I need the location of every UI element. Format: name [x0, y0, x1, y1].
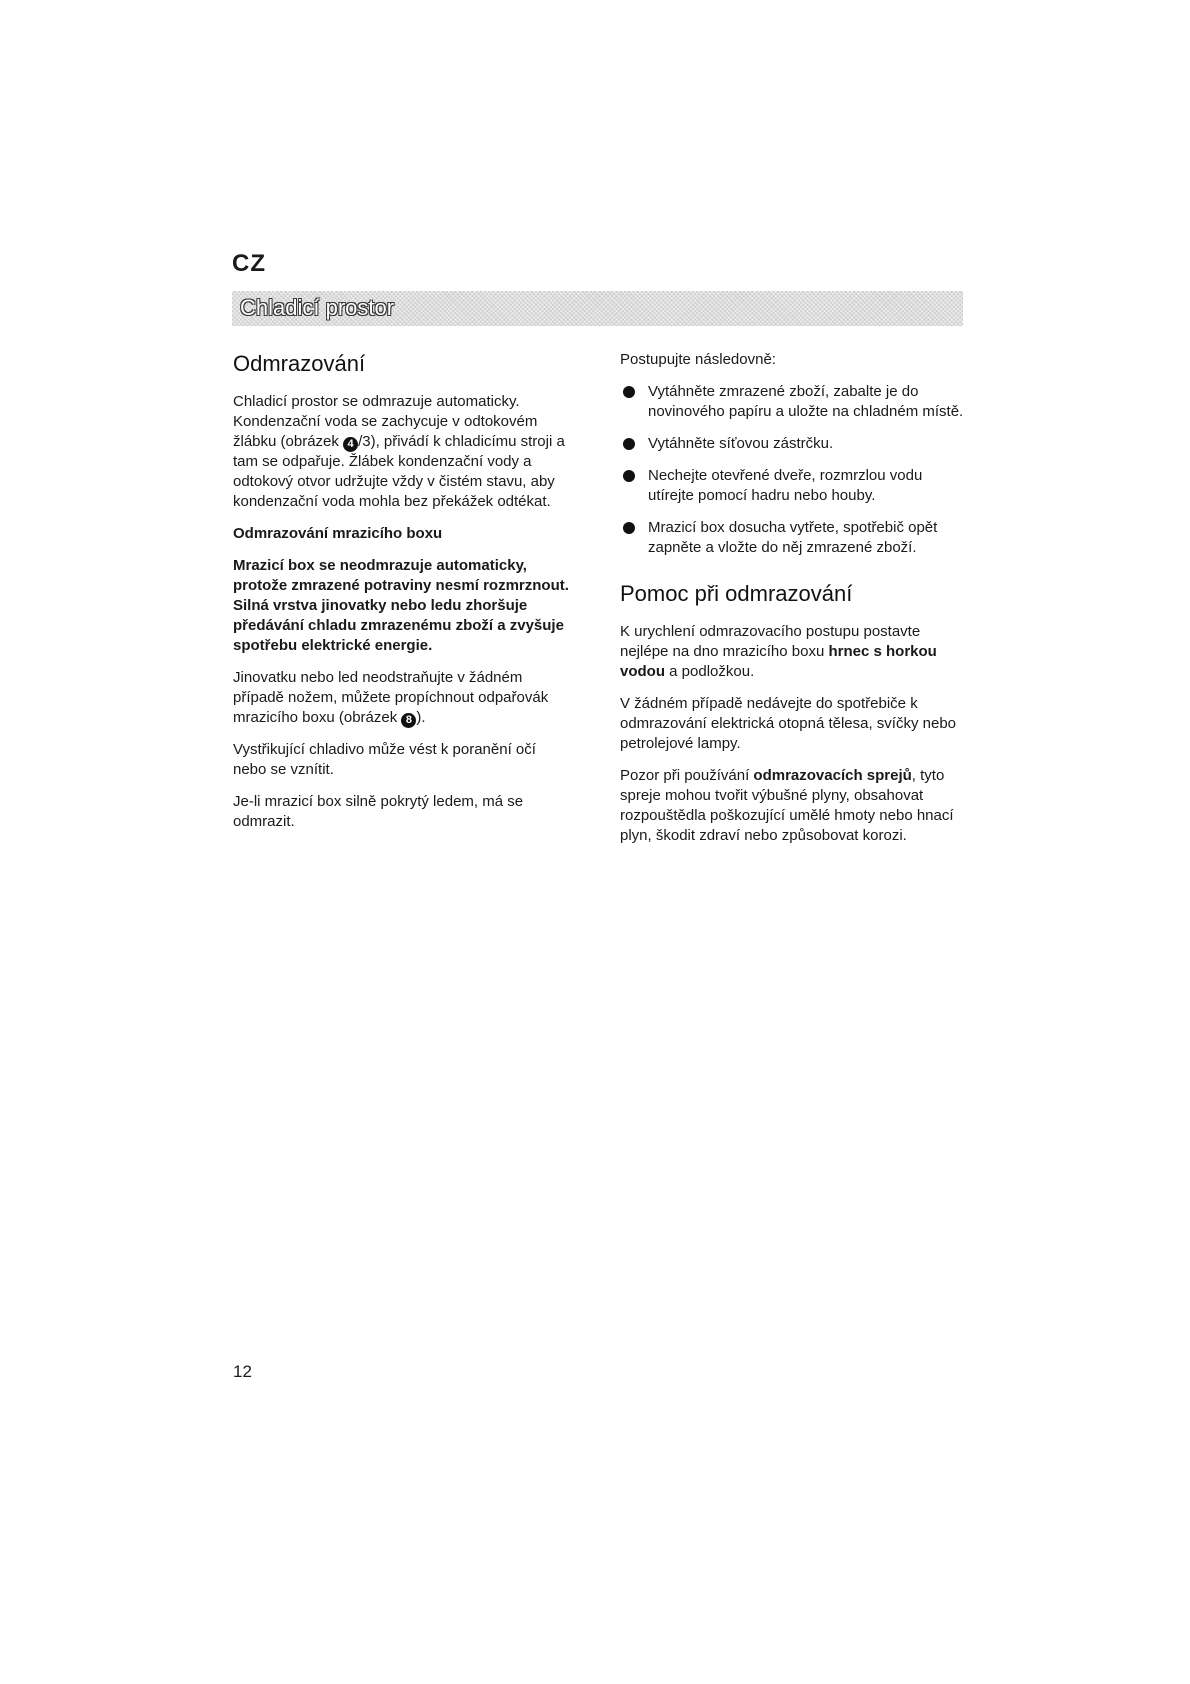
section-title: Chladicí prostor: [240, 295, 395, 320]
list-item: Nechejte otevřené dveře, rozmrzlou vodu utírejte pomocí hadru nebo houby.: [620, 466, 965, 506]
bullet-icon: [623, 470, 635, 482]
language-code: CZ: [232, 250, 266, 277]
figure-8-icon: 8: [401, 713, 416, 728]
defrost-help-heading: Pomoc při odmrazování: [620, 581, 853, 606]
thick-ice-paragraph: Je-li mrazicí box silně pokrytý ledem, má se odmrazit.: [233, 793, 524, 830]
procedure-intro: Postupujte následovně:: [620, 351, 776, 368]
list-item: Mrazicí box dosucha vytřete, spotřebič opět zapněte a vložte do něj zmrazené zboží.: [620, 518, 965, 558]
list-item: Vytáhněte zmrazené zboží, zabalte je do novinového papíru a uložte na chladném místě.: [620, 382, 965, 422]
left-column: [233, 350, 573, 844]
spray-caution-paragraph: Pozor při používání odmrazovacích sprejů, tyto spreje mohou tvořit výbušné plyny, obsahovat rozpouštědla poškozující umělé hmoty nebo hnací plyn, škodit zdraví nebo způsobovat korozi.: [620, 767, 954, 844]
never-paragraph: V žádném případě nedávejte do spotřebiče k odmrazování elektrická otopná tělesa, svíčky nebo petrolejové lampy.: [620, 695, 957, 752]
freezer-defrosting-subheading: Odmrazování mrazicího boxu: [233, 525, 443, 542]
right-column: [620, 350, 965, 858]
list-item: Vytáhněte síťovou zástrčku.: [620, 434, 965, 454]
page-number: 12: [233, 1362, 252, 1381]
bullet-icon: [623, 438, 635, 450]
defrosting-heading: Odmrazování: [233, 351, 366, 376]
section-banner: [232, 291, 963, 326]
freezer-warning: Mrazicí box se neodmrazuje automaticky, protože zmrazené potraviny nesmí rozmrznout. Silná vrstva jinovatky nebo ledu zhoršuje předávání chladu zmrazenému zboží a zvyšuje spotřebu elektrické energie.: [233, 557, 569, 654]
help-paragraph: K urychlení odmrazovacího postupu postavte nejlépe na dno mrazicího boxu hrnec s horkou vodou a podložkou.: [620, 623, 937, 680]
bullet-icon: [623, 386, 635, 398]
ice-removal-paragraph: Jinovatku nebo led neodstraňujte v žádném případě nožem, můžete propíchnout odpařovák mrazicího boxu (obrázek 8 ).: [233, 669, 549, 726]
procedure-steps: [620, 382, 965, 558]
bullet-icon: [623, 522, 635, 534]
refrigerant-paragraph: Vystřikující chladivo může vést k poranění očí nebo se vznítit.: [233, 741, 536, 778]
intro-paragraph: Chladicí prostor se odmrazuje automaticky. Kondenzační voda se zachycuje v odtokovém žlábku (obrázek 4 /3), přivádí k chladicímu stroji a tam se odpařuje. Žlábek kondenzační vody a odtokový otvor udržujte vždy v čistém stavu, aby kondenzační voda mohla bez překážek odtékat.: [233, 393, 565, 510]
figure-4-icon: 4: [343, 437, 358, 452]
